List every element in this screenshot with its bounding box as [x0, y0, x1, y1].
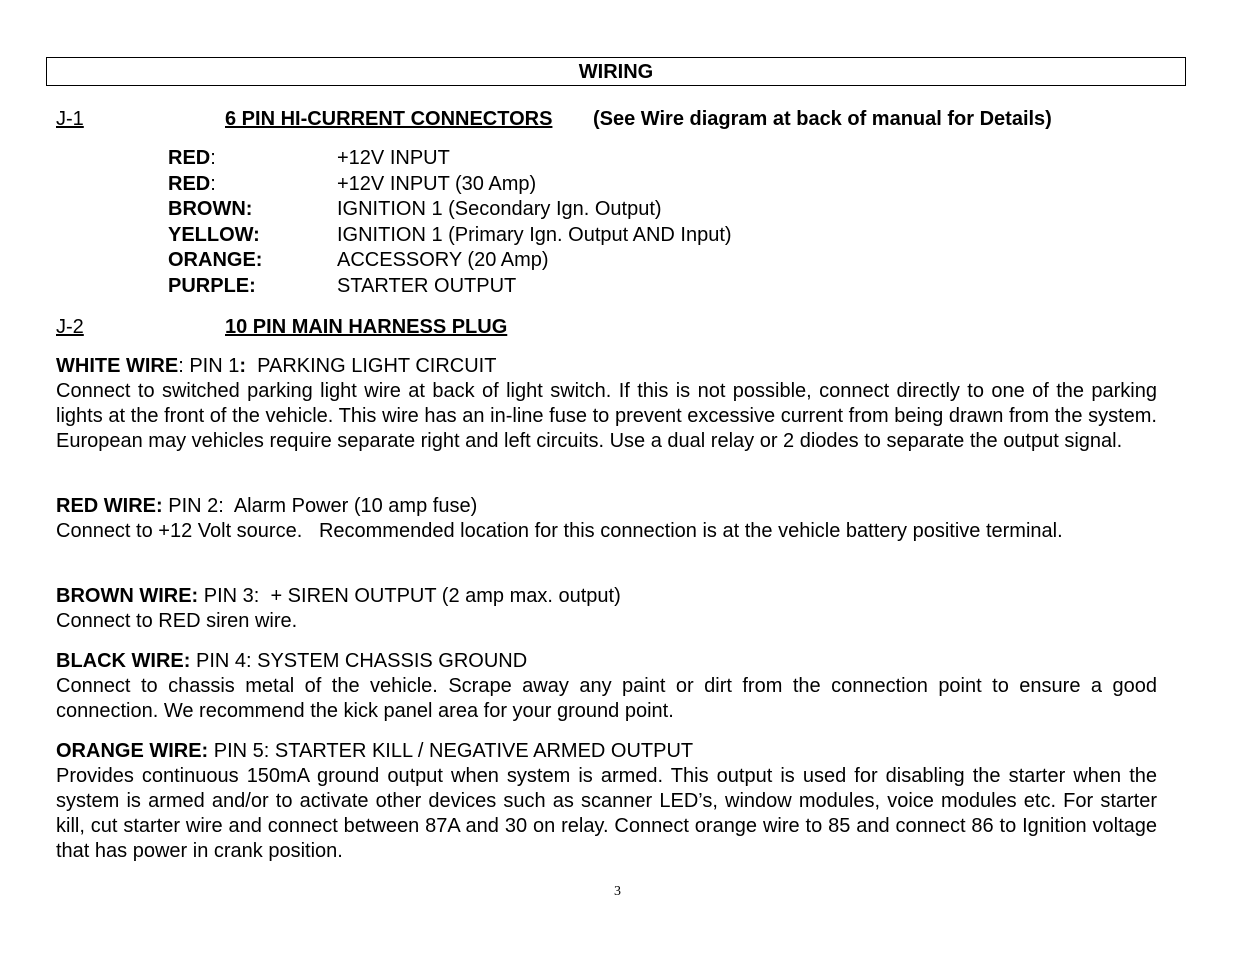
- pin-heading-text: : PIN 1: [178, 355, 240, 377]
- page-number: 3: [614, 884, 621, 899]
- wire-description: IGNITION 1 (Secondary Ign. Output): [337, 198, 662, 220]
- pin-wire-name: WHITE WIRE: [56, 355, 179, 377]
- pin-section: [56, 584, 1157, 634]
- pin-section: [56, 739, 1157, 864]
- pin-description: Connect to chassis metal of the vehicle. Scrape away any paint or dirt from the connection point to ensure a good connection. We recommend the kick panel area for your ground point.: [56, 675, 1157, 722]
- j1-note: (See Wire diagram at back of manual for Details): [593, 108, 1052, 130]
- wire-color-suffix: :: [210, 172, 216, 195]
- wire-color-name: PURPLE:: [168, 274, 256, 297]
- pin-heading: [56, 354, 1157, 379]
- pin-heading-text: PIN 2: Alarm Power (10 amp fuse): [162, 495, 478, 517]
- wire-color-name: YELLOW:: [168, 223, 260, 246]
- wire-color-name: BROWN:: [168, 198, 253, 220]
- pin-description: Connect to switched parking light wire at back of light switch. If this is not possible, connect directly to one of the parking lights at the front of the vehicle. This wire has an in-line fuse to prevent excessive current from being drawn from the system. European may vehicles require separate right and left circuits. Use a dual relay or 2 diodes to separate the output signal.: [56, 380, 1157, 452]
- j1-label: J-1: [56, 108, 84, 130]
- wire-description: ACCESSORY (20 Amp): [337, 249, 549, 271]
- j2-label: J-2: [56, 316, 84, 338]
- pin-heading: [56, 739, 1157, 764]
- pin-heading-text: PIN 5: STARTER KILL / NEGATIVE ARMED OUTPUT: [208, 740, 694, 762]
- wire-description: +12V INPUT: [337, 147, 450, 169]
- wire-color-name: ORANGE:: [168, 249, 263, 271]
- pin-heading-colon: :: [239, 355, 247, 377]
- pin-heading-text: PIN 3: + SIREN OUTPUT (2 amp max. output): [198, 585, 621, 607]
- wire-color-name: RED: [168, 172, 211, 195]
- wire-description: IGNITION 1 (Primary Ign. Output AND Input): [337, 223, 732, 246]
- pin-section: [56, 354, 1157, 454]
- section-title: WIRING: [46, 57, 1186, 86]
- pin-wire-name: RED WIRE:: [56, 495, 163, 517]
- pin-description: Connect to +12 Volt source. Recommended location for this connection is at the vehicle battery positive terminal.: [56, 520, 1063, 542]
- j2-heading: 10 PIN MAIN HARNESS PLUG: [225, 316, 508, 338]
- wire-color-suffix: :: [210, 147, 216, 169]
- wire-description: +12V INPUT (30 Amp): [337, 172, 537, 195]
- pin-wire-name: BLACK WIRE:: [56, 650, 191, 672]
- pin-heading-rest: PARKING LIGHT CIRCUIT: [246, 355, 497, 377]
- pin-section: [56, 649, 1157, 724]
- wire-color-name: RED: [168, 147, 211, 169]
- pin-heading: [56, 584, 1157, 609]
- pin-heading: [56, 649, 1157, 674]
- wire-description: STARTER OUTPUT: [337, 274, 517, 297]
- pin-heading: [56, 494, 1157, 519]
- j1-heading: 6 PIN HI-CURRENT CONNECTORS: [225, 108, 553, 130]
- pin-wire-name: ORANGE WIRE:: [56, 740, 209, 762]
- pin-heading-text: PIN 4: SYSTEM CHASSIS GROUND: [190, 650, 528, 672]
- pin-description: Provides continuous 150mA ground output when system is armed. This output is used for disabling the starter when the system is armed and/or to activate other devices such as scanner LED’s, window modules, voice modules etc. For starter kill, cut starter wire and connect between 87A and 30 on relay. Connect orange wire to 85 and connect 86 to Ignition voltage that has power in crank position.: [56, 765, 1157, 862]
- pin-description: Connect to RED siren wire.: [56, 610, 298, 632]
- pin-wire-name: BROWN WIRE:: [56, 585, 199, 607]
- pin-section: [56, 494, 1157, 544]
